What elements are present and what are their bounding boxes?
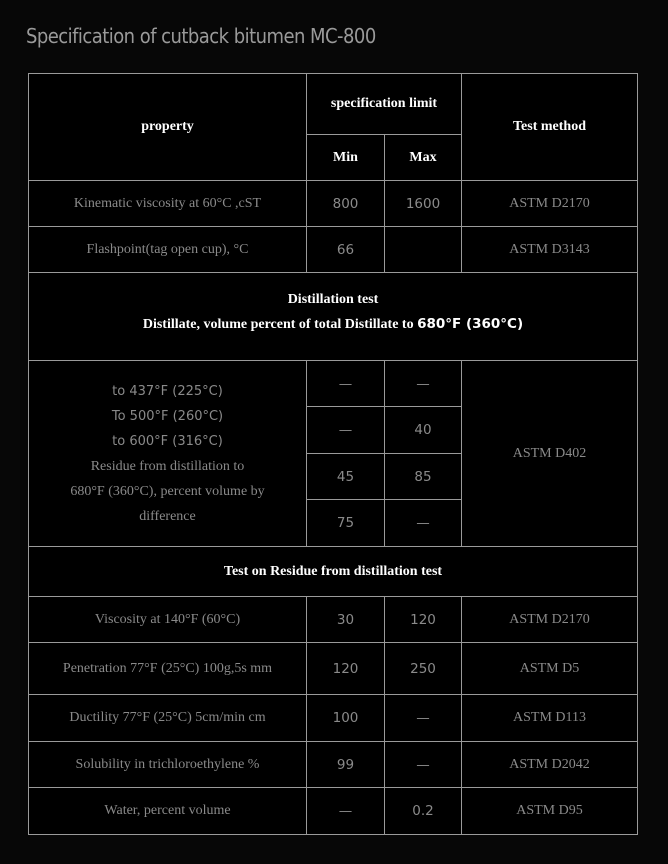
table-row xyxy=(29,643,638,695)
distillation-property-cell xyxy=(29,361,307,547)
max-cell: 250 xyxy=(385,643,462,695)
page-title: Specification of cutback bitumen MC-800 xyxy=(26,24,376,48)
max-cell: — xyxy=(385,500,462,547)
header-max: Max xyxy=(385,135,462,181)
min-cell: 99 xyxy=(307,742,385,788)
property-line: 680°F (360°C), percent volume by xyxy=(70,483,265,499)
property-line: to 600°F (316°C) xyxy=(112,433,223,449)
method-cell: ASTM D3143 xyxy=(462,227,638,273)
method-cell: ASTM D5 xyxy=(462,643,638,695)
min-cell: 66 xyxy=(307,227,385,273)
property-line: difference xyxy=(139,508,196,524)
method-cell: ASTM D95 xyxy=(462,788,638,835)
table-row xyxy=(29,181,638,227)
method-cell: ASTM D2170 xyxy=(462,181,638,227)
max-cell: — xyxy=(385,742,462,788)
method-cell: ASTM D113 xyxy=(462,695,638,742)
min-cell: 800 xyxy=(307,181,385,227)
table-row xyxy=(29,788,638,835)
header-test-method: Test method xyxy=(462,74,638,181)
min-cell: 75 xyxy=(307,500,385,547)
property-line: to 437°F (225°C) xyxy=(112,383,223,399)
property-cell: Solubility in trichloroethylene % xyxy=(29,742,307,788)
header-property: property xyxy=(29,74,307,181)
table-row xyxy=(29,695,638,742)
table-row xyxy=(29,361,638,407)
property-cell: Viscosity at 140°F (60°C) xyxy=(29,597,307,643)
table-row xyxy=(29,227,638,273)
table-row xyxy=(29,742,638,788)
specification-table xyxy=(28,73,638,835)
max-cell: 85 xyxy=(385,454,462,500)
max-cell: 40 xyxy=(385,407,462,454)
property-cell: Penetration 77°F (25°C) 100g,5s mm xyxy=(29,643,307,695)
max-cell: 120 xyxy=(385,597,462,643)
property-line: To 500°F (260°C) xyxy=(111,408,224,424)
max-cell: — xyxy=(385,361,462,407)
method-cell: ASTM D2170 xyxy=(462,597,638,643)
distillation-section-header xyxy=(29,273,638,361)
min-cell: — xyxy=(307,407,385,454)
property-cell: Flashpoint(tag open cup), °C xyxy=(29,227,307,273)
residue-section-header: Test on Residue from distillation test xyxy=(29,547,638,597)
subheading-temperature: 680°F (360°C) xyxy=(417,316,524,332)
property-cell: Ductility 77°F (25°C) 5cm/min cm xyxy=(29,695,307,742)
distillation-subheading xyxy=(29,312,637,337)
property-cell: Water, percent volume xyxy=(29,788,307,835)
property-line: Residue from distillation to xyxy=(90,458,245,474)
subheading-text: Distillate, volume percent of total Distillate to xyxy=(142,317,418,332)
min-cell: — xyxy=(307,361,385,407)
min-cell: — xyxy=(307,788,385,835)
min-cell: 30 xyxy=(307,597,385,643)
header-min: Min xyxy=(307,135,385,181)
max-cell xyxy=(385,227,462,273)
max-cell: 1600 xyxy=(385,181,462,227)
min-cell: 45 xyxy=(307,454,385,500)
header-spec-limit: specification limit xyxy=(307,74,462,135)
property-cell: Kinematic viscosity at 60°C ,cST xyxy=(29,181,307,227)
min-cell: 100 xyxy=(307,695,385,742)
min-cell: 120 xyxy=(307,643,385,695)
max-cell: — xyxy=(385,695,462,742)
method-cell: ASTM D2042 xyxy=(462,742,638,788)
table-row xyxy=(29,597,638,643)
max-cell: 0.2 xyxy=(385,788,462,835)
distillation-heading: Distillation test xyxy=(287,292,379,307)
method-cell: ASTM D402 xyxy=(462,361,638,547)
